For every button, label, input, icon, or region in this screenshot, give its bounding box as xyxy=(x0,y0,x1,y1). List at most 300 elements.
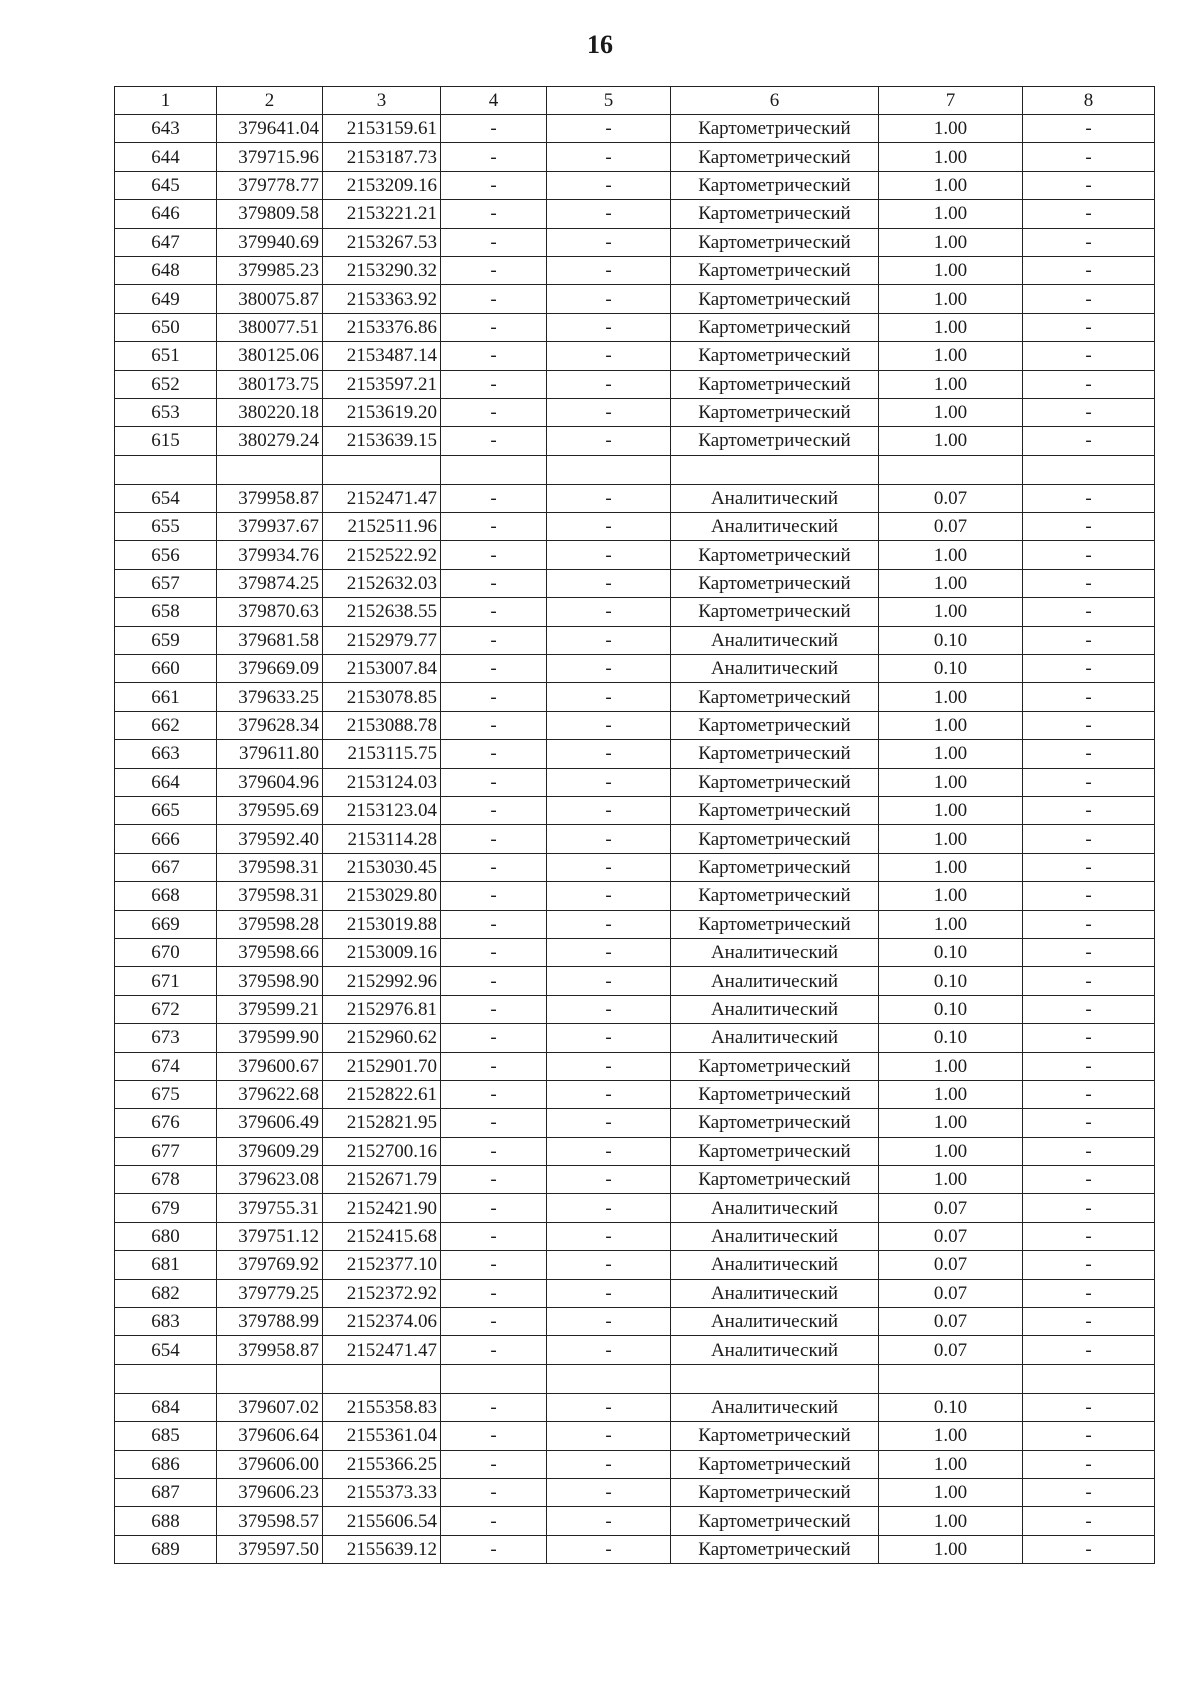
header-cell-3: 3 xyxy=(323,87,441,115)
col-4-cell: - xyxy=(441,1222,547,1250)
x-coordinate-cell: 379779.25 xyxy=(217,1279,323,1307)
accuracy-cell: 1.00 xyxy=(879,740,1023,768)
point-number-cell: 674 xyxy=(115,1052,217,1080)
accuracy-cell: 1.00 xyxy=(879,1109,1023,1137)
x-coordinate-cell: 379715.96 xyxy=(217,143,323,171)
col-8-cell: - xyxy=(1023,342,1155,370)
method-cell: Аналитический xyxy=(671,1251,879,1279)
x-coordinate-cell: 379633.25 xyxy=(217,683,323,711)
col-8-cell: - xyxy=(1023,228,1155,256)
col-5-cell: - xyxy=(547,825,671,853)
point-number-cell: 648 xyxy=(115,256,217,284)
y-coordinate-cell: 2153187.73 xyxy=(323,143,441,171)
table-row xyxy=(115,1109,1155,1137)
method-cell: Картометрический xyxy=(671,256,879,284)
table-row xyxy=(115,825,1155,853)
table-row xyxy=(115,171,1155,199)
col-4-cell: - xyxy=(441,711,547,739)
y-coordinate-cell: 2152821.95 xyxy=(323,1109,441,1137)
col-4-cell: - xyxy=(441,1080,547,1108)
point-number-cell: 644 xyxy=(115,143,217,171)
y-coordinate-cell: 2152976.81 xyxy=(323,995,441,1023)
x-coordinate-cell: 379623.08 xyxy=(217,1166,323,1194)
point-number-cell: 679 xyxy=(115,1194,217,1222)
accuracy-cell: 1.00 xyxy=(879,1166,1023,1194)
point-number-cell: 689 xyxy=(115,1535,217,1563)
method-cell: Картометрический xyxy=(671,1052,879,1080)
col-4-cell: - xyxy=(441,1336,547,1364)
method-cell: Аналитический xyxy=(671,967,879,995)
col-5-cell: - xyxy=(547,1393,671,1421)
col-5-cell: - xyxy=(547,1535,671,1563)
accuracy-cell xyxy=(879,1364,1023,1393)
y-coordinate-cell xyxy=(323,455,441,484)
y-coordinate-cell: 2152979.77 xyxy=(323,626,441,654)
table-row xyxy=(115,143,1155,171)
method-cell: Картометрический xyxy=(671,228,879,256)
point-number-cell: 653 xyxy=(115,398,217,426)
col-5-cell: - xyxy=(547,796,671,824)
x-coordinate-cell: 379606.00 xyxy=(217,1450,323,1478)
header-cell-2: 2 xyxy=(217,87,323,115)
y-coordinate-cell: 2153639.15 xyxy=(323,427,441,455)
method-cell: Картометрический xyxy=(671,796,879,824)
x-coordinate-cell: 379874.25 xyxy=(217,569,323,597)
col-5-cell: - xyxy=(547,313,671,341)
header-cell-4: 4 xyxy=(441,87,547,115)
method-cell: Картометрический xyxy=(671,569,879,597)
x-coordinate-cell: 379611.80 xyxy=(217,740,323,768)
table-row xyxy=(115,1080,1155,1108)
y-coordinate-cell: 2152632.03 xyxy=(323,569,441,597)
accuracy-cell: 1.00 xyxy=(879,910,1023,938)
method-cell: Картометрический xyxy=(671,370,879,398)
col-5-cell: - xyxy=(547,569,671,597)
y-coordinate-cell: 2152511.96 xyxy=(323,513,441,541)
table-row xyxy=(115,398,1155,426)
x-coordinate-cell: 380075.87 xyxy=(217,285,323,313)
accuracy-cell: 1.00 xyxy=(879,541,1023,569)
table-row xyxy=(115,115,1155,143)
col-4-cell: - xyxy=(441,1166,547,1194)
point-number-cell: 683 xyxy=(115,1308,217,1336)
method-cell: Картометрический xyxy=(671,1080,879,1108)
col-5-cell: - xyxy=(547,995,671,1023)
accuracy-cell: 1.00 xyxy=(879,228,1023,256)
col-8-cell: - xyxy=(1023,825,1155,853)
col-8-cell: - xyxy=(1023,1308,1155,1336)
col-8-cell: - xyxy=(1023,143,1155,171)
col-5-cell: - xyxy=(547,484,671,512)
col-5-cell: - xyxy=(547,1308,671,1336)
table-row xyxy=(115,1251,1155,1279)
point-number-cell: 615 xyxy=(115,427,217,455)
x-coordinate-cell: 379755.31 xyxy=(217,1194,323,1222)
col-4-cell xyxy=(441,455,547,484)
y-coordinate-cell: 2152377.10 xyxy=(323,1251,441,1279)
x-coordinate-cell: 379778.77 xyxy=(217,171,323,199)
accuracy-cell: 1.00 xyxy=(879,115,1023,143)
col-4-cell: - xyxy=(441,285,547,313)
col-4-cell: - xyxy=(441,1251,547,1279)
point-number-cell: 645 xyxy=(115,171,217,199)
y-coordinate-cell: 2152960.62 xyxy=(323,1024,441,1052)
point-number-cell: 657 xyxy=(115,569,217,597)
col-8-cell: - xyxy=(1023,882,1155,910)
col-4-cell: - xyxy=(441,967,547,995)
col-4-cell: - xyxy=(441,115,547,143)
method-cell: Картометрический xyxy=(671,200,879,228)
method-cell: Картометрический xyxy=(671,1109,879,1137)
table-row xyxy=(115,484,1155,512)
col-8-cell: - xyxy=(1023,1450,1155,1478)
accuracy-cell: 0.10 xyxy=(879,967,1023,995)
col-5-cell: - xyxy=(547,910,671,938)
point-number-cell: 658 xyxy=(115,598,217,626)
method-cell: Картометрический xyxy=(671,143,879,171)
table-row xyxy=(115,882,1155,910)
x-coordinate-cell: 379681.58 xyxy=(217,626,323,654)
method-cell: Картометрический xyxy=(671,1166,879,1194)
table-row xyxy=(115,1535,1155,1563)
point-number-cell: 664 xyxy=(115,768,217,796)
accuracy-cell: 0.07 xyxy=(879,1279,1023,1307)
x-coordinate-cell: 379788.99 xyxy=(217,1308,323,1336)
point-number-cell: 655 xyxy=(115,513,217,541)
col-5-cell: - xyxy=(547,1166,671,1194)
table-row xyxy=(115,1052,1155,1080)
x-coordinate-cell: 379609.29 xyxy=(217,1137,323,1165)
accuracy-cell: 1.00 xyxy=(879,171,1023,199)
table-row xyxy=(115,1336,1155,1364)
col-5-cell: - xyxy=(547,228,671,256)
col-5-cell: - xyxy=(547,427,671,455)
col-5-cell: - xyxy=(547,683,671,711)
x-coordinate-cell: 379641.04 xyxy=(217,115,323,143)
col-8-cell: - xyxy=(1023,1024,1155,1052)
x-coordinate-cell: 379592.40 xyxy=(217,825,323,853)
accuracy-cell: 1.00 xyxy=(879,796,1023,824)
method-cell: Аналитический xyxy=(671,1194,879,1222)
col-5-cell: - xyxy=(547,1024,671,1052)
y-coordinate-cell: 2155639.12 xyxy=(323,1535,441,1563)
col-5-cell: - xyxy=(547,370,671,398)
table-row xyxy=(115,910,1155,938)
table-row xyxy=(115,1279,1155,1307)
accuracy-cell: 1.00 xyxy=(879,853,1023,881)
col-4-cell: - xyxy=(441,1279,547,1307)
col-8-cell: - xyxy=(1023,1109,1155,1137)
col-4-cell: - xyxy=(441,1052,547,1080)
header-cell-6: 6 xyxy=(671,87,879,115)
col-8-cell: - xyxy=(1023,1222,1155,1250)
col-4-cell: - xyxy=(441,484,547,512)
col-8-cell: - xyxy=(1023,910,1155,938)
table-row xyxy=(115,1393,1155,1421)
accuracy-cell: 1.00 xyxy=(879,1137,1023,1165)
x-coordinate-cell: 379985.23 xyxy=(217,256,323,284)
col-4-cell: - xyxy=(441,228,547,256)
col-8-cell: - xyxy=(1023,1336,1155,1364)
point-number-cell: 650 xyxy=(115,313,217,341)
col-5-cell: - xyxy=(547,1194,671,1222)
col-4-cell: - xyxy=(441,825,547,853)
col-4-cell: - xyxy=(441,342,547,370)
col-5-cell: - xyxy=(547,1251,671,1279)
col-5-cell: - xyxy=(547,143,671,171)
method-cell: Аналитический xyxy=(671,1222,879,1250)
y-coordinate-cell: 2153114.28 xyxy=(323,825,441,853)
col-4-cell: - xyxy=(441,541,547,569)
table-row xyxy=(115,427,1155,455)
point-number-cell: 682 xyxy=(115,1279,217,1307)
accuracy-cell: 1.00 xyxy=(879,398,1023,426)
point-number-cell: 684 xyxy=(115,1393,217,1421)
x-coordinate-cell: 379940.69 xyxy=(217,228,323,256)
col-8-cell: - xyxy=(1023,626,1155,654)
accuracy-cell: 0.07 xyxy=(879,513,1023,541)
col-4-cell: - xyxy=(441,796,547,824)
method-cell: Картометрический xyxy=(671,541,879,569)
table-row xyxy=(115,1194,1155,1222)
col-8-cell: - xyxy=(1023,171,1155,199)
x-coordinate-cell: 379598.28 xyxy=(217,910,323,938)
col-8-cell: - xyxy=(1023,1194,1155,1222)
col-5-cell: - xyxy=(547,740,671,768)
header-cell-1: 1 xyxy=(115,87,217,115)
page-number: 16 xyxy=(587,30,613,59)
point-number-cell: 665 xyxy=(115,796,217,824)
col-8-cell: - xyxy=(1023,740,1155,768)
method-cell: Картометрический xyxy=(671,1507,879,1535)
table-row xyxy=(115,938,1155,966)
point-number-cell: 677 xyxy=(115,1137,217,1165)
y-coordinate-cell: 2153030.45 xyxy=(323,853,441,881)
point-number-cell: 681 xyxy=(115,1251,217,1279)
y-coordinate-cell: 2155361.04 xyxy=(323,1422,441,1450)
y-coordinate-cell: 2153007.84 xyxy=(323,655,441,683)
col-4-cell: - xyxy=(441,598,547,626)
col-5-cell: - xyxy=(547,598,671,626)
accuracy-cell xyxy=(879,455,1023,484)
col-4-cell: - xyxy=(441,1137,547,1165)
accuracy-cell: 0.07 xyxy=(879,484,1023,512)
method-cell: Картометрический xyxy=(671,598,879,626)
accuracy-cell: 0.10 xyxy=(879,1393,1023,1421)
header-cell-5: 5 xyxy=(547,87,671,115)
x-coordinate-cell: 379751.12 xyxy=(217,1222,323,1250)
point-number-cell: 662 xyxy=(115,711,217,739)
col-8-cell: - xyxy=(1023,541,1155,569)
y-coordinate-cell: 2152671.79 xyxy=(323,1166,441,1194)
point-number-cell: 676 xyxy=(115,1109,217,1137)
col-5-cell: - xyxy=(547,115,671,143)
point-number-cell: 656 xyxy=(115,541,217,569)
col-8-cell: - xyxy=(1023,398,1155,426)
col-4-cell: - xyxy=(441,768,547,796)
col-8-cell: - xyxy=(1023,683,1155,711)
table-row xyxy=(115,1507,1155,1535)
col-4-cell: - xyxy=(441,1478,547,1506)
table-row xyxy=(115,200,1155,228)
point-number-cell: 651 xyxy=(115,342,217,370)
x-coordinate-cell: 379598.31 xyxy=(217,882,323,910)
y-coordinate-cell: 2153009.16 xyxy=(323,938,441,966)
accuracy-cell: 1.00 xyxy=(879,200,1023,228)
col-5-cell: - xyxy=(547,513,671,541)
accuracy-cell: 1.00 xyxy=(879,1478,1023,1506)
x-coordinate-cell: 379958.87 xyxy=(217,484,323,512)
col-8-cell: - xyxy=(1023,1478,1155,1506)
col-8-cell: - xyxy=(1023,853,1155,881)
method-cell: Картометрический xyxy=(671,882,879,910)
col-4-cell: - xyxy=(441,910,547,938)
y-coordinate-cell: 2153159.61 xyxy=(323,115,441,143)
method-cell: Картометрический xyxy=(671,171,879,199)
col-8-cell: - xyxy=(1023,796,1155,824)
x-coordinate-cell: 379607.02 xyxy=(217,1393,323,1421)
col-4-cell: - xyxy=(441,882,547,910)
col-5-cell: - xyxy=(547,768,671,796)
col-5-cell: - xyxy=(547,541,671,569)
table-row xyxy=(115,256,1155,284)
col-4-cell: - xyxy=(441,995,547,1023)
col-4-cell: - xyxy=(441,171,547,199)
point-number-cell: 669 xyxy=(115,910,217,938)
accuracy-cell: 1.00 xyxy=(879,370,1023,398)
table-row xyxy=(115,370,1155,398)
x-coordinate-cell: 379599.90 xyxy=(217,1024,323,1052)
col-5-cell: - xyxy=(547,342,671,370)
col-8-cell: - xyxy=(1023,598,1155,626)
method-cell xyxy=(671,1364,879,1393)
method-cell: Картометрический xyxy=(671,910,879,938)
method-cell: Аналитический xyxy=(671,1393,879,1421)
table-row xyxy=(115,1478,1155,1506)
y-coordinate-cell: 2153267.53 xyxy=(323,228,441,256)
y-coordinate-cell: 2152700.16 xyxy=(323,1137,441,1165)
y-coordinate-cell: 2152638.55 xyxy=(323,598,441,626)
col-5-cell: - xyxy=(547,1109,671,1137)
col-4-cell: - xyxy=(441,1450,547,1478)
accuracy-cell: 1.00 xyxy=(879,711,1023,739)
col-5-cell xyxy=(547,1364,671,1393)
table-row xyxy=(115,1308,1155,1336)
point-number-cell: 687 xyxy=(115,1478,217,1506)
point-number-cell: 661 xyxy=(115,683,217,711)
x-coordinate-cell: 379600.67 xyxy=(217,1052,323,1080)
col-8-cell: - xyxy=(1023,427,1155,455)
method-cell: Аналитический xyxy=(671,655,879,683)
y-coordinate-cell: 2153124.03 xyxy=(323,768,441,796)
x-coordinate-cell: 379934.76 xyxy=(217,541,323,569)
col-4-cell: - xyxy=(441,513,547,541)
col-8-cell: - xyxy=(1023,1137,1155,1165)
x-coordinate-cell: 380220.18 xyxy=(217,398,323,426)
col-8-cell: - xyxy=(1023,1251,1155,1279)
col-8-cell: - xyxy=(1023,1279,1155,1307)
x-coordinate-cell: 379769.92 xyxy=(217,1251,323,1279)
table-row xyxy=(115,1024,1155,1052)
col-5-cell: - xyxy=(547,171,671,199)
y-coordinate-cell: 2153376.86 xyxy=(323,313,441,341)
y-coordinate-cell: 2153221.21 xyxy=(323,200,441,228)
accuracy-cell: 1.00 xyxy=(879,1507,1023,1535)
col-4-cell: - xyxy=(441,655,547,683)
table-row xyxy=(115,285,1155,313)
col-8-cell: - xyxy=(1023,285,1155,313)
method-cell: Аналитический xyxy=(671,626,879,654)
accuracy-cell: 1.00 xyxy=(879,256,1023,284)
y-coordinate-cell: 2153078.85 xyxy=(323,683,441,711)
col-5-cell: - xyxy=(547,1450,671,1478)
x-coordinate-cell: 379606.64 xyxy=(217,1422,323,1450)
col-8-cell: - xyxy=(1023,1166,1155,1194)
point-number-cell: 660 xyxy=(115,655,217,683)
col-8-cell: - xyxy=(1023,711,1155,739)
point-number-cell: 647 xyxy=(115,228,217,256)
x-coordinate-cell: 379622.68 xyxy=(217,1080,323,1108)
accuracy-cell: 1.00 xyxy=(879,882,1023,910)
accuracy-cell: 0.07 xyxy=(879,1336,1023,1364)
method-cell: Картометрический xyxy=(671,740,879,768)
col-5-cell: - xyxy=(547,1507,671,1535)
x-coordinate-cell: 379598.57 xyxy=(217,1507,323,1535)
col-5-cell: - xyxy=(547,938,671,966)
col-8-cell: - xyxy=(1023,115,1155,143)
method-cell: Аналитический xyxy=(671,1024,879,1052)
y-coordinate-cell: 2153029.80 xyxy=(323,882,441,910)
table-row xyxy=(115,655,1155,683)
y-coordinate-cell: 2153019.88 xyxy=(323,910,441,938)
col-4-cell: - xyxy=(441,143,547,171)
accuracy-cell: 1.00 xyxy=(879,1535,1023,1563)
y-coordinate-cell: 2153088.78 xyxy=(323,711,441,739)
accuracy-cell: 1.00 xyxy=(879,683,1023,711)
col-4-cell: - xyxy=(441,1422,547,1450)
point-number-cell: 654 xyxy=(115,484,217,512)
accuracy-cell: 1.00 xyxy=(879,569,1023,597)
x-coordinate-cell: 379597.50 xyxy=(217,1535,323,1563)
accuracy-cell: 1.00 xyxy=(879,285,1023,313)
col-4-cell: - xyxy=(441,1308,547,1336)
col-8-cell: - xyxy=(1023,995,1155,1023)
x-coordinate-cell: 379958.87 xyxy=(217,1336,323,1364)
table-row xyxy=(115,313,1155,341)
col-5-cell: - xyxy=(547,200,671,228)
table-row xyxy=(115,626,1155,654)
table-row xyxy=(115,740,1155,768)
method-cell: Картометрический xyxy=(671,427,879,455)
method-cell: Картометрический xyxy=(671,1422,879,1450)
y-coordinate-cell: 2152374.06 xyxy=(323,1308,441,1336)
point-number-cell xyxy=(115,1364,217,1393)
col-8-cell: - xyxy=(1023,569,1155,597)
y-coordinate-cell: 2155606.54 xyxy=(323,1507,441,1535)
y-coordinate-cell: 2152421.90 xyxy=(323,1194,441,1222)
x-coordinate-cell: 379870.63 xyxy=(217,598,323,626)
method-cell: Аналитический xyxy=(671,484,879,512)
y-coordinate-cell: 2152471.47 xyxy=(323,484,441,512)
y-coordinate-cell: 2153123.04 xyxy=(323,796,441,824)
col-4-cell: - xyxy=(441,1393,547,1421)
method-cell xyxy=(671,455,879,484)
col-4-cell: - xyxy=(441,256,547,284)
col-4-cell: - xyxy=(441,740,547,768)
col-8-cell: - xyxy=(1023,1507,1155,1535)
col-4-cell: - xyxy=(441,1194,547,1222)
point-number-cell: 643 xyxy=(115,115,217,143)
